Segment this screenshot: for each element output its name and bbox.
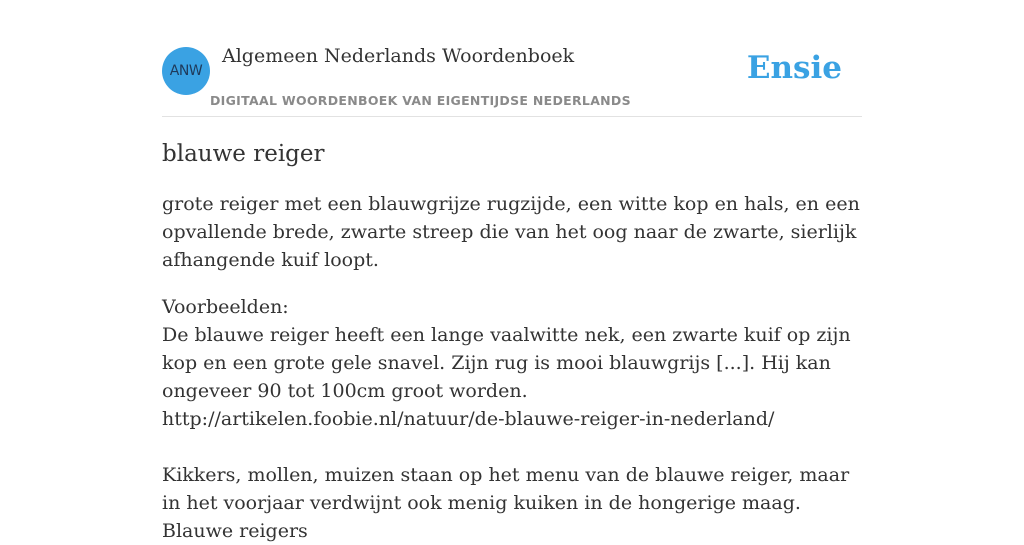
example-spacer [162,433,862,461]
example-source-link[interactable]: http://artikelen.foobie.nl/natuur/de-blauwe-reiger-in-nederland/ [162,408,775,430]
examples-heading: Voorbeelden: [162,296,289,318]
site-subtitle: DIGITAAL WOORDENBOEK VAN EIGENTIJDSE NEDERLANDS [210,93,631,108]
anw-logo[interactable]: ANW [162,47,210,95]
entry-title: blauwe reiger [162,141,325,167]
entry-content [162,136,862,545]
example-text: Kikkers, mollen, muizen staan op het menu van de blauwe reiger, maar in het voorjaar verdwijnt ook menig kuiken in de hongerige maag. Blauwe reigers [162,464,850,542]
site-title-link[interactable]: Algemeen Nederlands Woordenboek [222,45,575,67]
entry-definition: grote reiger met een blauwgrijze rugzijde, een witte kop en hals, en een opvallende brede, zwarte streep die van het oog naar de zwarte, sierlijk afhangende kuif loopt. [162,193,860,271]
site-header [162,0,862,117]
example-text: De blauwe reiger heeft een lange vaalwitte nek, een zwarte kuif op zijn kop en een grote gele snavel. Zijn rug is mooi blauwgrijs [...]. Hij kan ongeveer 90 tot 100cm groot worden. [162,324,851,402]
examples-section [162,293,862,545]
ensie-logo-link[interactable]: Ensie [746,50,842,86]
